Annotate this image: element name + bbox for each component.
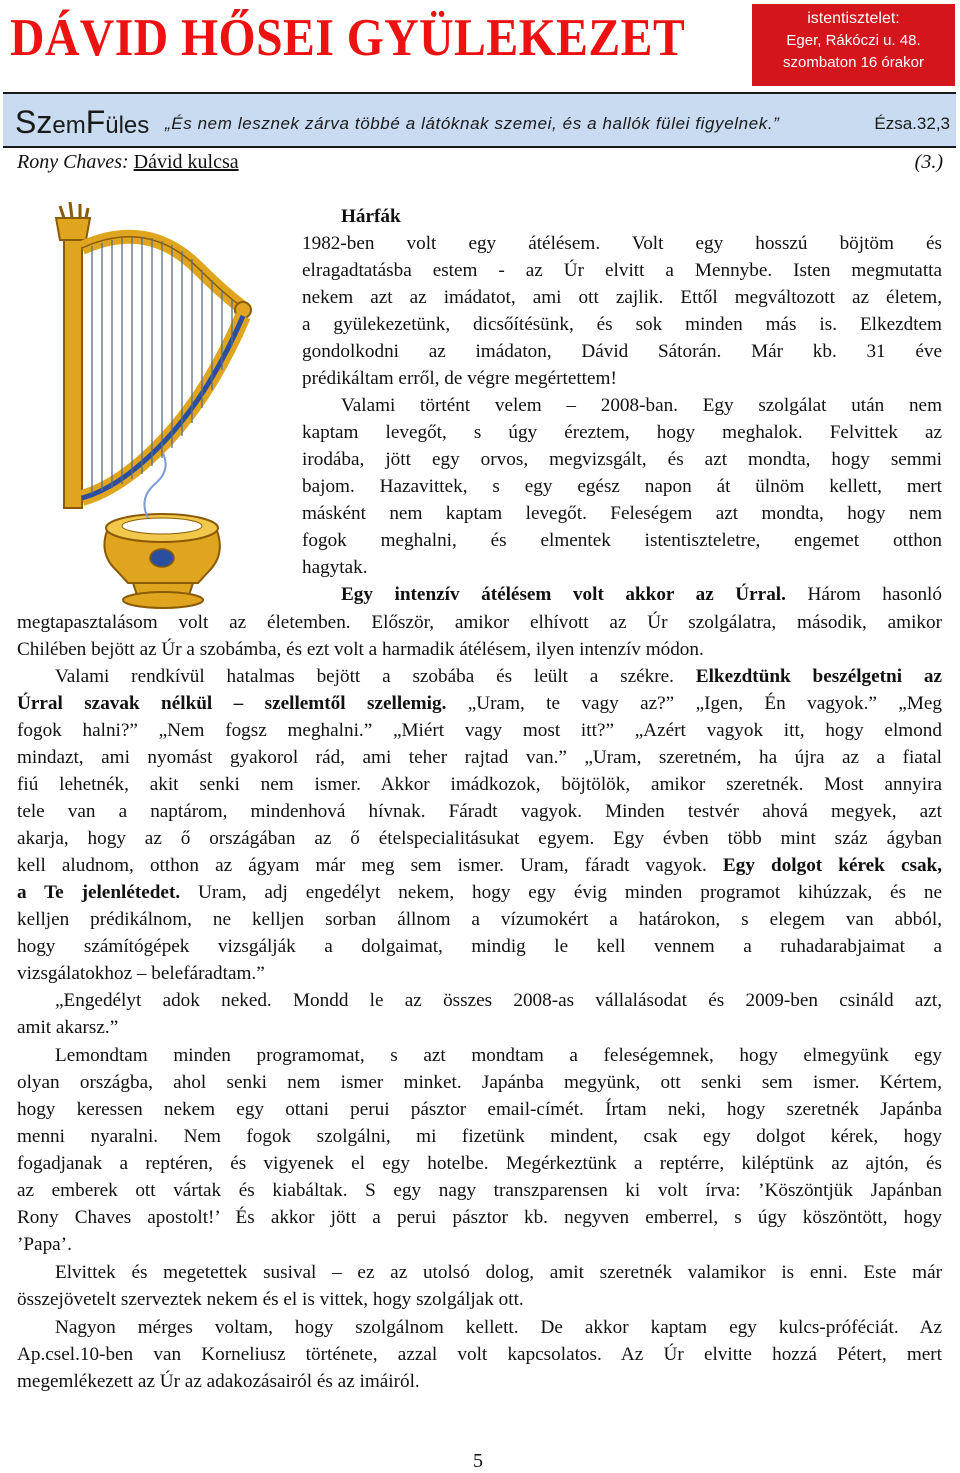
text-segment: Valami történt velem – 2008-ban. Egy szolgálat után nem [341, 395, 942, 416]
text-line [17, 1205, 942, 1231]
bold-text: a Te jelenlétedet. [17, 882, 181, 903]
service-label: istentisztelet: [807, 10, 900, 27]
text-line [17, 1070, 942, 1096]
text-segment: elragadtatásba estem - az Úr elvitt a Mennybe. Isten megmutatta [302, 260, 942, 281]
text-line [17, 1151, 942, 1177]
newsletter-motto: „És nem lesznek zárva többé a látóknak szemei, és a hallók fülei figyelnek.” [165, 114, 780, 133]
text-line [17, 1178, 942, 1204]
text-segment: nekem azt az imádatot, ami ott zajlik. Ettől megváltozott az életem, [302, 287, 942, 308]
text-segment: Chilében bejött az Úr a szobámba, és ezt volt a harmadik átélésem, ilyen intenzív módon. [17, 639, 704, 660]
text-line [302, 420, 942, 446]
text-segment: Nagyon mérges voltam, hogy szolgálnom kellett. De akkor kaptam egy kulcs-próféciát. Az [55, 1317, 942, 1338]
text-line [302, 474, 942, 500]
page-number: 5 [473, 1450, 483, 1472]
text-segment: „Engedélyt adok neked. Mondd le az összes 2008-as vállalásodat és 2009-ben csináld azt, [55, 990, 942, 1011]
text-segment: megtapasztalásom volt az életemben. Először, amikor elhívott az Úr szolgálatra, második, amikor [17, 612, 942, 633]
text-line [17, 934, 942, 960]
text-line [17, 1015, 942, 1041]
text-line [17, 1097, 942, 1123]
text-line [17, 907, 942, 933]
text-segment: „Uram, te vagy az?” „Igen, Én vagyok.” „Meg [446, 693, 942, 714]
text-segment: Valami rendkívül hatalmas bejött a szobába és leült a székre. [55, 666, 696, 687]
text-line [55, 1043, 942, 1069]
text-line [341, 582, 942, 608]
masthead [0, 0, 960, 92]
text-segment: az emberek ott vártak és kiabáltak. S egy nagy transzparensen ki volt írva: ’Köszöntjük Japánban [17, 1180, 942, 1201]
bold-text: Hárfák [341, 206, 401, 227]
church-title: DÁVID HŐSEI GYÜLEKEZET [10, 9, 686, 67]
text-segment: ’Papa’. [17, 1234, 72, 1255]
newsletter-name: SzemFüles [15, 104, 150, 140]
text-segment: hagytak. [302, 557, 368, 578]
text-line [17, 637, 942, 663]
text-line [17, 853, 942, 879]
text-segment: bajom. Hazavittek, s egy egész napon át ülnöm kellett, mert [302, 476, 942, 497]
text-line [55, 1260, 942, 1286]
text-line [302, 447, 942, 473]
text-segment: Három hasonló [785, 584, 942, 605]
service-address: Eger, Rákóczi u. 48. [786, 32, 921, 49]
text-segment: menni nyaralni. Nem fogok szolgálni, mi fizetünk mindent, csak egy dolgot kérek, hogy [17, 1126, 942, 1147]
text-segment: másként nem kaptam levegőt. Feleségem azt mondta, hogy nem [302, 503, 942, 524]
service-time: szombaton 16 órakor [783, 54, 924, 71]
article-byline [17, 151, 239, 174]
text-line [17, 961, 942, 987]
bold-text: Egy dolgot kérek csak, [722, 855, 942, 876]
text-line [302, 285, 942, 311]
article-part: (3.) [914, 151, 943, 173]
text-segment: hogy számítógépek vizsgálják a dolgaimat, mindig le kell vennem a ruhadarabjaimat a [17, 936, 942, 957]
text-segment: 1982-ben volt egy átélésem. Volt egy hosszú böjtöm és [302, 233, 942, 254]
article-title: Dávid kulcsa [133, 151, 239, 173]
text-segment: Uram, adj engedélyt nekem, hogy egy évig minden programot kihúzzak, és ne [180, 882, 942, 903]
text-line [302, 231, 942, 257]
text-line [341, 204, 613, 230]
text-line [302, 339, 942, 365]
text-segment: kell aludnom, otthon az ágyam már meg sem ismer. Uram, fáradt vagyok. [17, 855, 723, 876]
text-segment: összejövetelt szerveztek nekem és el is vittek, hogy szolgáljak ott. [17, 1289, 524, 1310]
text-segment: olyan országba, ahol senki nem ismer minket. Japánba megyünk, ott senki sem ismer. Kértem, [17, 1072, 942, 1093]
bold-text: Elkezdtünk beszélgetni az [695, 666, 942, 687]
text-segment: mindazt, ami nyomást gyakorol rád, ami teher rajtad van.” „Uram, szeretném, ha újra az a fiatal [17, 747, 942, 768]
text-line [17, 610, 942, 636]
text-segment: fiú lehetnék, akit senki nem ismer. Akkor imádkozok, böjtölök, amikor szeretnék. Most annyira [17, 774, 942, 795]
text-line [17, 691, 942, 717]
text-segment: gondolkodni az imádaton, Dávid Sátorán. Már kb. 31 éve [302, 341, 942, 362]
text-segment: tele van a naptárom, mindenhová hívnak. Fáradt vagyok. Minden testvér ahová megyek, azt [17, 801, 942, 822]
text-line [17, 772, 942, 798]
text-line [302, 258, 942, 284]
text-segment: Rony Chaves apostolt!’ És akkor jött a perui pásztor kb. negyven emberrel, s úgy köszöntött, hogy [17, 1207, 942, 1228]
text-line [302, 366, 942, 392]
text-line [17, 1369, 942, 1395]
text-segment: hogy keressen nekem egy ottani perui pásztor email-címét. Írtam neki, hogy szeretnék Japánba [17, 1099, 942, 1120]
text-line [17, 880, 942, 906]
text-line [302, 312, 942, 338]
text-segment: fogok halni?” „Nem fogsz meghalni.” „Miért vagy most itt?” „Azért vagyok itt, hogy elmond [17, 720, 942, 741]
text-line [55, 1315, 942, 1341]
text-line [17, 718, 942, 744]
text-segment: irodába, jött egy orvos, megvizsgált, és azt mondta, hogy semmi [302, 449, 942, 470]
text-segment: fogok meghalni, és elmentek istentiszteletre, engemet otthon [302, 530, 942, 551]
service-info-box [752, 4, 955, 86]
bold-text: Egy intenzív átélésem volt akkor az Úrral. [341, 584, 786, 605]
text-segment: kaptam levegőt, s úgy éreztem, hogy meghalok. Felvittek az [302, 422, 942, 443]
text-segment: Ap.csel.10-ben van Korneliusz története, azzal volt kapcsolatos. Az Úr elvitte hozzá Pétert, mert [17, 1344, 942, 1365]
text-line [17, 745, 942, 771]
article-author: Rony Chaves: [17, 151, 129, 173]
bold-text: Úrral szavak nélkül – szellemtől szellemig. [17, 693, 447, 714]
text-line [302, 555, 942, 581]
text-line [341, 393, 942, 419]
text-line [17, 1287, 942, 1313]
text-segment: Elvittek és megetettek susival – ez az utolsó dolog, amit szeretnék valamikor is enni. Este már [55, 1262, 942, 1283]
text-segment: Lemondtam minden programomat, s azt mondtam a feleségemnek, hogy elmegyünk egy [55, 1045, 942, 1066]
motto-reference: Ézsa.32,3 [874, 114, 950, 133]
text-line [17, 1342, 942, 1368]
text-segment: amit akarsz.” [17, 1017, 119, 1038]
harp-icon [38, 198, 260, 610]
text-segment: megemlékezett az Úr az adakozásairól és az imáiról. [17, 1371, 420, 1392]
text-segment: kelljen prédikálnom, ne kelljen sorban állnom a vízumokért a határokon, s elegem van abból, [17, 909, 942, 930]
text-line [17, 1232, 942, 1258]
text-segment: fogadjanak a reptéren, és vigyenek el egy hotelbe. Megérkeztünk a reptérre, kiléptünk az ajtón, és [17, 1153, 942, 1174]
text-segment: vizsgálatokhoz – belefáradtam.” [17, 963, 265, 984]
text-line [17, 826, 942, 852]
text-segment: akarja, hogy az ő országában az ő ételspecialitásukat egyem. Egy évben több mint száz ágyban [17, 828, 942, 849]
text-line [302, 501, 942, 527]
text-line [55, 988, 942, 1014]
text-line [55, 664, 942, 690]
text-segment: a gyülekezetünk, dicsőítésünk, és sok minden más is. Elkezdtem [302, 314, 942, 335]
text-line [17, 799, 942, 825]
newsletter-strip [3, 92, 956, 148]
text-segment: prédikáltam erről, de végre megértettem! [302, 368, 617, 389]
text-line [302, 528, 942, 554]
text-line [17, 1124, 942, 1150]
